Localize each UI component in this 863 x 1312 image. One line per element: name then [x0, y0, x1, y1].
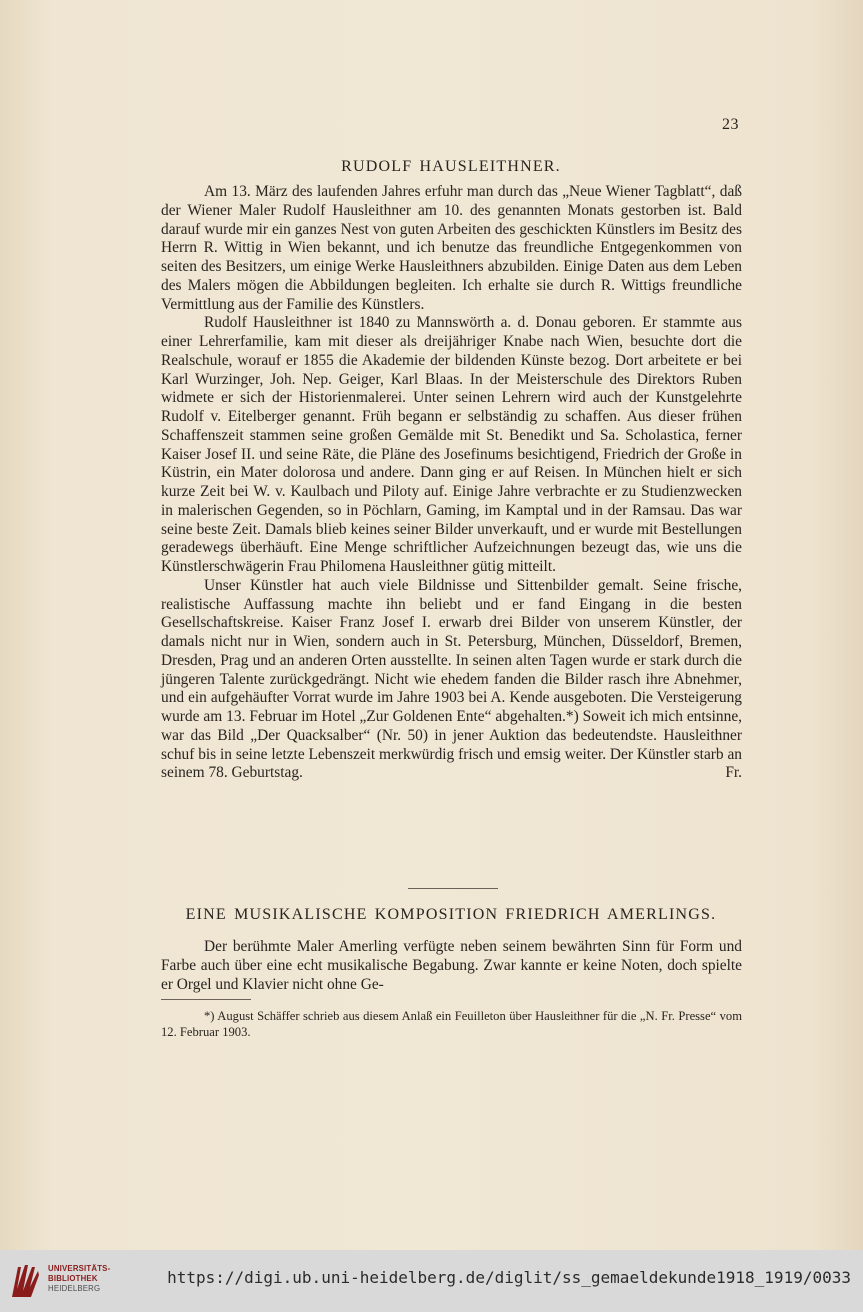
- footnote-rule: [161, 999, 251, 1000]
- author-signature: Fr.: [725, 764, 742, 782]
- viewer-footer: [0, 1250, 863, 1312]
- section-separator: [408, 888, 498, 889]
- paragraph: Der berühmte Maler Amerling verfügte neben seinem bewährten Sinn für Form und Farbe auch über eine echt musikalische Begabung. Zwar kannte er keine Noten, doch spielte er Orgel und Klavier nicht ohne Ge-: [161, 938, 742, 993]
- permalink-url[interactable]: https://digi.ub.uni-heidelberg.de/diglit/ss_gemaeldekunde1918_1919/0033: [167, 1268, 851, 1287]
- article-title: EINE MUSIKALISCHE KOMPOSITION FRIEDRICH AMERLINGS.: [185, 906, 717, 923]
- paragraph-text: Unser Künstler hat auch viele Bildnisse und Sittenbilder gemalt. Seine frische, realistische Auffassung machte ihn beliebt und er fand Eingang in die besten Gesellschaftskreise. Kaiser Franz Josef I. erwarb drei Bilder von unserem Künstler, der damals nicht nur in Wien, sondern auch in St. Petersburg, München, Düsseldorf, Bremen, Dresden, Prag und an anderen Orten ausstellte. In seinen alten Tagen wurde er stark durch die jüngeren Talente zurückgedrängt. Nicht wie ehedem fanden die Bilder rasch ihre Abnehmer, und ein aufgehäufter Vorrat wurde im Jahre 1903 bei A. Kende ausgeboten. Die Versteigerung wurde am 13. Februar im Hotel „Zur Goldenen Ente“ abgehalten.*) Soweit ich mich entsinne, war das Bild „Der Quacksalber“ (Nr. 50) in jener Auktion das bedeutendste. Hausleithner schuf bis in seine letzte Lebenszeit merkwürdig frisch und emsig weiter. Der Künstler starb an seinem 78. Geburtstag.: [161, 576, 742, 782]
- paragraph: Am 13. März des laufenden Jahres erfuhr man durch das „Neue Wiener Tagblatt“, daß der Wiener Maler Rudolf Hausleithner am 10. des genannten Monats gestorben ist. Bald darauf wurde mir ein ganzes Nest von guten Arbeiten des geschickten Künstlers im Besitz des Herrn R. Wittig in Wien bekannt, und ich benutze das freundliche Entgegenkommen von seiten des Besitzers, um einige Werke Hausleithners abzubilden. Einige Daten aus dem Leben des Malers mögen die Abbildungen begleiten. Ich erhalte sie durch R. Wittigs freundliche Vermittlung aus der Familie des Künstlers.: [161, 183, 742, 313]
- paragraph: Rudolf Hausleithner ist 1840 zu Mannswörth a. d. Donau geboren. Er stammte aus einer Lehrerfamilie, kam mit dieser als dreijähriger Knabe nach Wien, besuchte dort die Realschule, worauf er 1855 die Akademie der bildenden Künste bezog. Dort arbeitete er bei Karl Wurzinger, Joh. Nep. Geiger, Karl Blaas. In der Meisterschule des Direktors Ruben widmete er sich der Historienmalerei. Unter seinen Lehrern wird auch der Kunstgelehrte Rudolf v. Eitelberger genannt. Früh begann er selbständig zu schaffen. Aus dieser frühen Schaffenszeit stammen seine großen Gemälde mit St. Benedikt und Sa. Scholastica, ferner Kaiser Josef II. und seine Räte, die Pläne des Josefinums besichtigend, Friedrich der Große in Küstrin, ein Mater dolorosa und andere. Dann ging er auf Reisen. In München hielt er sich kurze Zeit bei W. v. Kaulbach und Piloty auf. Einige Jahre verbrachte er zu Studienzwecken in malerischen Gegenden, so in Pöchlarn, Gaming, im Kamptal und in der Ramsau. Das war seine beste Zeit. Damals blieb keines seiner Bilder unverkauft, und er wurde mit Bestellungen geradewegs überhäuft. Eine Menge schriftlicher Aufzeichnungen bezeugt das, wie uns die Künstlerschwägerin Frau Philomena Hausleithner gütig mitteilt.: [161, 314, 742, 575]
- page-number: 23: [722, 116, 739, 133]
- footnote: *) August Schäffer schrieb aus diesem Anlaß ein Feuilleton über Hausleithner für die „N. Fr. Presse“ vom 12. Februar 1903.: [161, 1009, 742, 1039]
- library-name-line: UNIVERSITÄTS-: [48, 1264, 111, 1273]
- article-title: RUDOLF HAUSLEITHNER.: [341, 158, 561, 175]
- article-body: [161, 938, 742, 994]
- library-logo-icon: [8, 1259, 42, 1303]
- paragraph: [161, 577, 742, 783]
- library-name: [48, 1264, 110, 1294]
- library-name-line: BIBLIOTHEK: [48, 1274, 98, 1283]
- article-body: [161, 183, 742, 783]
- library-name-line: HEIDELBERG: [48, 1284, 101, 1293]
